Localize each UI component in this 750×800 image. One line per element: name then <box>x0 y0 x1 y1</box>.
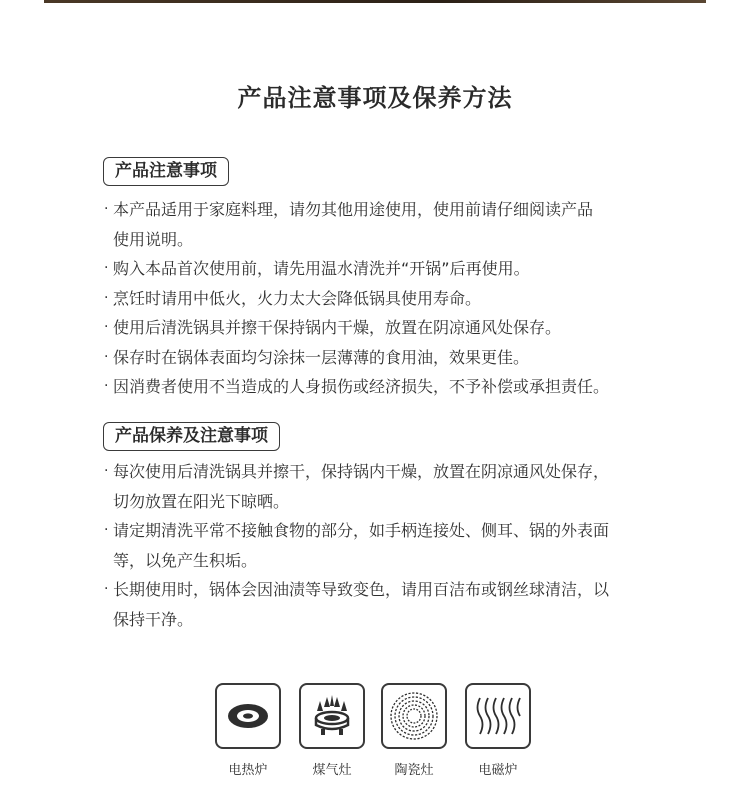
stove-item-ceramic <box>374 683 454 778</box>
notes-list <box>104 195 704 402</box>
list-item: · 烹饪时请用中低火，火力太大会降低锅具使用寿命。 <box>104 284 704 314</box>
bullet: · <box>104 201 109 217</box>
ceramic-stove-icon <box>381 683 447 749</box>
list-item: · 使用后清洗锅具并擦干保持锅内干燥，放置在阴凉通风处保存。 <box>104 313 704 343</box>
stove-compatibility <box>0 683 750 793</box>
bullet: · <box>104 581 109 597</box>
list-item: · 请定期清洗平常不接触食物的部分，如手柄连接处、侧耳、锅的外表面 等，以免产生积垢。 <box>104 516 704 575</box>
care-list <box>104 457 704 634</box>
stove-label: 煤气灶 <box>312 763 352 778</box>
stove-label: 电热炉 <box>228 763 268 778</box>
bullet: · <box>104 260 109 276</box>
list-item: · 长期使用时，锅体会因油渍等导致变色，请用百洁布或钢丝球清洁，以 保持干净。 <box>104 575 704 634</box>
stove-item-induction <box>458 683 538 778</box>
list-item: · 购入本品首次使用前，请先用温水清洗并“开锅”后再使用。 <box>104 254 704 284</box>
list-item: · 每次使用后清洗锅具并擦干，保持锅内干燥，放置在阴凉通风处保存， 切勿放置在阳光下晾晒。 <box>104 457 704 516</box>
stove-label: 电磁炉 <box>478 763 518 778</box>
stove-item-gas <box>292 683 372 778</box>
bullet: · <box>104 348 109 365</box>
section-heading-care: 产品保养及注意事项 <box>103 422 280 451</box>
bullet: · <box>104 289 109 306</box>
bullet: · <box>104 463 109 479</box>
stove-label: 陶瓷灶 <box>394 763 434 778</box>
bullet: · <box>104 378 109 394</box>
top-decor-bar <box>44 0 706 3</box>
list-item: · 因消费者使用不当造成的人身损伤或经济损失，不予补偿或承担责任。 <box>104 372 704 402</box>
induction-cooker-icon <box>465 683 531 749</box>
section-heading-notes: 产品注意事项 <box>103 157 229 186</box>
stove-item-electric <box>208 683 288 778</box>
list-item: · 保存时在锅体表面均匀涂抹一层薄薄的食用油，效果更佳。 <box>104 343 704 373</box>
electric-stove-icon <box>215 683 281 749</box>
page-title: 产品注意事项及保养方法 <box>237 84 513 112</box>
list-item: · 本产品适用于家庭料理，请勿其他用途使用，使用前请仔细阅读产品 使用说明。 <box>104 195 704 254</box>
bullet: · <box>104 319 109 335</box>
bullet: · <box>104 522 109 538</box>
gas-stove-icon <box>299 683 365 749</box>
